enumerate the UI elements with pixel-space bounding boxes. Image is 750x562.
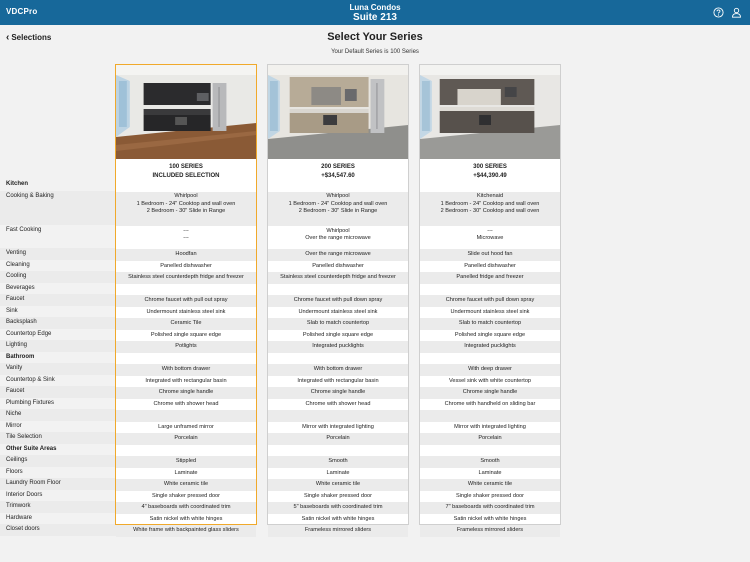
series-cell — [420, 422, 560, 434]
cell-line: Satin nickel with white hinges — [149, 515, 223, 522]
series-cell — [420, 192, 560, 227]
series-cell — [420, 479, 560, 491]
series-cell — [268, 307, 408, 319]
series-cell — [268, 422, 408, 434]
cell-line: Single shaker pressed door — [151, 492, 221, 499]
cell-line: Panelled dishwasher — [312, 262, 364, 269]
cell-line: With deep drawer — [468, 366, 512, 372]
cell-line: Chrome faucet with pull down spray — [445, 297, 535, 303]
chevron-left-icon: ‹ — [6, 32, 10, 43]
row-label: Cleaning — [6, 261, 30, 268]
cell-line: Laminate — [174, 469, 198, 476]
cell-line: 2 Bedroom - 30" Slide in Range — [298, 208, 378, 214]
row-label: Floors — [6, 468, 23, 475]
cell-line: Kitchenaid — [476, 193, 504, 199]
cell-line: Over the range microwave — [305, 234, 371, 241]
series-cell — [420, 399, 560, 411]
series-cell — [116, 295, 256, 307]
cell-line: 2 Bedroom - 30" Slide in Range — [146, 208, 226, 214]
row-label: Venting — [0, 248, 116, 260]
cell-line: Panelled dishwasher — [160, 262, 212, 269]
series-cell — [116, 456, 256, 468]
cell-line: --- — [183, 227, 189, 234]
row-label: Niche — [0, 409, 116, 421]
row-label: Faucet — [0, 294, 116, 306]
series-cell — [268, 399, 408, 411]
series-cell — [268, 376, 408, 388]
series-card-200[interactable] — [267, 64, 409, 533]
series-cell — [420, 307, 560, 319]
cell-line: Whirlpool — [326, 193, 350, 199]
cell-line: White frame with backpainted glass sliders — [133, 527, 239, 533]
cell-line: Over the range microwave — [305, 251, 371, 257]
cell-line: Undermount stainless steel sink — [450, 308, 530, 315]
app-brand: VDCPro — [6, 7, 38, 16]
back-label: Selections — [11, 33, 52, 42]
series-cell — [116, 353, 256, 365]
series-header — [420, 159, 560, 180]
cell-line: Laminate — [478, 469, 502, 476]
series-cell — [116, 433, 256, 445]
cell-line: Polished single square edge — [454, 331, 526, 338]
page-title: Select Your Series — [327, 31, 423, 43]
series-cell — [420, 445, 560, 457]
series-cell — [116, 410, 256, 422]
series-cell — [268, 318, 408, 330]
cell-line: 2 Bedroom - 30" Cooktop and wall oven — [440, 208, 540, 214]
row-label: Trimwork — [0, 501, 116, 513]
series-cell — [420, 468, 560, 480]
series-cell — [268, 491, 408, 503]
cell-line: Undermount stainless steel sink — [146, 308, 226, 315]
series-cell — [268, 180, 408, 192]
row-label: Mirror — [6, 422, 22, 429]
series-cell — [116, 514, 256, 526]
series-cell — [268, 353, 408, 365]
series-cell — [116, 376, 256, 388]
series-price: INCLUDED SELECTION — [152, 172, 220, 179]
help-circle-icon[interactable] — [713, 7, 724, 18]
cell-line: Chrome with shower head — [305, 400, 371, 407]
cell-line: --- — [487, 227, 493, 234]
series-cell — [116, 364, 256, 376]
series-price: +$44,390.49 — [473, 172, 507, 179]
cell-line: Hoodfan — [175, 251, 197, 257]
cell-line: Whirlpool — [174, 193, 198, 199]
series-300-kitchen-image — [420, 65, 560, 159]
cell-line: Stainless steel counterdepth fridge and freezer — [128, 274, 244, 280]
section-heading: Bathroom — [6, 353, 35, 360]
project-name: Luna Condos — [349, 3, 401, 12]
cell-line: Integrated with rectangular basin — [297, 377, 379, 384]
series-100-kitchen-image — [116, 65, 256, 159]
series-cell — [420, 376, 560, 388]
series-cell — [116, 399, 256, 411]
series-cell — [116, 284, 256, 296]
series-cell — [420, 387, 560, 399]
series-cell — [268, 456, 408, 468]
series-cell — [420, 491, 560, 503]
cell-line: White ceramic tile — [163, 481, 209, 487]
series-cell — [420, 249, 560, 261]
cell-line: Polished single square edge — [302, 331, 374, 338]
series-card-100[interactable] — [115, 64, 257, 533]
cell-line: Polished single square edge — [150, 331, 222, 338]
series-cell — [420, 261, 560, 273]
cell-line: Mirror with integrated lighting — [302, 423, 374, 430]
default-series-note: Your Default Series is 100 Series — [331, 49, 419, 55]
cell-line: Panelled dishwasher — [464, 262, 516, 269]
series-cell — [116, 422, 256, 434]
series-name: 200 SERIES — [321, 164, 355, 170]
series-cell — [268, 525, 408, 537]
section-heading: Kitchen — [6, 181, 29, 187]
series-cell — [420, 364, 560, 376]
series-cell — [268, 502, 408, 514]
series-cell — [116, 330, 256, 342]
series-cell — [268, 445, 408, 457]
cell-line: Stippled — [175, 458, 197, 464]
row-label: Faucet — [0, 386, 116, 398]
cell-line: White ceramic tile — [315, 481, 361, 487]
cell-line: Porcelain — [478, 435, 502, 441]
cell-line: Satin nickel with white hinges — [453, 515, 527, 522]
series-cell — [116, 249, 256, 261]
cell-line: Integrated pucklights — [464, 343, 516, 349]
cell-line: With bottom drawer — [313, 366, 363, 372]
series-cell — [268, 514, 408, 526]
cell-line: Porcelain — [174, 435, 198, 441]
series-cell — [420, 514, 560, 526]
series-cell — [268, 284, 408, 296]
series-cell — [268, 433, 408, 445]
series-cells — [420, 180, 560, 537]
series-cell — [116, 468, 256, 480]
cell-line: Chrome with handheld on sliding bar — [444, 400, 536, 407]
row-label: Ceilings — [0, 455, 116, 467]
cell-line: 1 Bedroom - 24" Cooktop and wall oven — [136, 200, 236, 207]
series-cell — [116, 491, 256, 503]
cell-line: Integrated with rectangular basin — [145, 377, 227, 384]
row-label: Interior Doors — [6, 491, 43, 498]
series-cell — [116, 502, 256, 514]
cell-line: Slab to match countertop — [458, 320, 522, 326]
cell-line: 5" baseboards with coordinated trim — [293, 504, 383, 510]
series-200-kitchen-image — [268, 65, 408, 159]
row-label: Lighting — [0, 340, 116, 352]
series-cell — [420, 226, 560, 249]
cell-line: Smooth — [480, 458, 500, 464]
cell-line: Chrome faucet with pull down spray — [293, 297, 383, 303]
cell-line: Integrated pucklights — [312, 343, 364, 349]
series-cell — [420, 502, 560, 514]
person-icon[interactable] — [731, 7, 742, 18]
series-cell — [116, 341, 256, 353]
series-cell — [116, 387, 256, 399]
cell-line: 1 Bedroom - 24" Cooktop and wall oven — [440, 200, 540, 207]
series-cell — [116, 479, 256, 491]
series-cell — [268, 387, 408, 399]
row-label: Cooling — [0, 271, 116, 283]
series-cell — [116, 192, 256, 227]
series-cell — [268, 249, 408, 261]
cell-line: Frameless mirrored sliders — [304, 527, 372, 533]
series-cell — [420, 180, 560, 192]
cell-line: --- — [183, 234, 189, 241]
cell-line: Stainless steel counterdepth fridge and freezer — [280, 274, 396, 280]
series-cell — [420, 318, 560, 330]
cell-line: Single shaker pressed door — [303, 492, 373, 499]
series-cell — [268, 192, 408, 227]
row-label: Closet doors — [0, 524, 116, 536]
series-cell — [420, 341, 560, 353]
cell-line: Ceramic Tile — [170, 320, 202, 326]
series-cell — [420, 330, 560, 342]
cell-line: White ceramic tile — [467, 481, 513, 487]
cell-line: Slide out hood fan — [467, 251, 513, 257]
series-cell — [268, 261, 408, 273]
cell-line: Laminate — [326, 469, 350, 476]
row-label: Beverages — [6, 284, 35, 291]
cell-line: Single shaker pressed door — [455, 492, 525, 499]
series-name: 300 SERIES — [473, 164, 507, 170]
cell-line: Frameless mirrored sliders — [456, 527, 524, 533]
cell-line: Vessel sink with white countertop — [448, 377, 532, 384]
series-cell — [116, 226, 256, 249]
series-cell — [268, 226, 408, 249]
row-label: Plumbing Fixtures — [6, 399, 55, 406]
series-cell — [268, 341, 408, 353]
cell-line: Panelled fridge and freezer — [456, 274, 524, 280]
series-card-300[interactable] — [419, 64, 561, 533]
series-cell — [268, 272, 408, 284]
cell-line: Microwave — [476, 234, 504, 241]
cell-line: Mirror with integrated lighting — [454, 423, 526, 430]
suite-name: Suite 213 — [353, 12, 397, 23]
row-labels — [0, 179, 116, 536]
top-bar — [0, 0, 750, 25]
row-label: Laundry Room Floor — [0, 478, 116, 490]
cell-line: Undermount stainless steel sink — [298, 308, 378, 315]
cell-line: Porcelain — [326, 435, 350, 441]
series-price: +$34,547.60 — [321, 172, 355, 179]
row-label: Backsplash — [0, 317, 116, 329]
cell-line: Slab to match countertop — [306, 320, 370, 326]
section-heading: Other Suite Areas — [6, 445, 57, 452]
series-cells — [116, 180, 256, 537]
series-cell — [420, 284, 560, 296]
series-cell — [268, 364, 408, 376]
series-cell — [116, 445, 256, 457]
row-label: Countertop Edge — [6, 330, 52, 337]
cell-line: Chrome single handle — [310, 389, 366, 395]
row-label: Countertop & Sink — [6, 376, 55, 383]
series-cell — [420, 272, 560, 284]
series-name: 100 SERIES — [169, 164, 203, 170]
series-cell — [420, 433, 560, 445]
cell-line: Chrome with shower head — [153, 400, 219, 407]
cell-line: 4" baseboards with coordinated trim — [141, 504, 231, 510]
series-header — [268, 159, 408, 180]
cell-line: Smooth — [328, 458, 348, 464]
cell-line: With bottom drawer — [161, 366, 211, 372]
series-cell — [420, 353, 560, 365]
series-cell — [268, 468, 408, 480]
cell-line: Potlights — [175, 343, 197, 349]
series-cell — [268, 410, 408, 422]
series-cell — [116, 272, 256, 284]
series-cell — [116, 261, 256, 273]
series-cell — [420, 456, 560, 468]
series-header — [116, 159, 256, 180]
row-label: Sink — [6, 307, 18, 314]
series-cell — [116, 525, 256, 537]
cell-line: 7" baseboards with coordinated trim — [445, 504, 535, 510]
cell-line: Satin nickel with white hinges — [301, 515, 375, 522]
series-cell — [116, 180, 256, 192]
series-cell — [116, 318, 256, 330]
row-label: Fast Cooking — [6, 227, 42, 233]
cell-line: Chrome faucet with pull out spray — [144, 297, 228, 303]
row-label: Vanity — [0, 363, 116, 375]
row-label: Cooking & Baking — [0, 191, 116, 226]
row-label: Tile Selection — [0, 432, 116, 444]
series-cell — [420, 410, 560, 422]
series-cell — [116, 307, 256, 319]
cell-line: Whirlpool — [326, 227, 350, 234]
cell-line: Chrome single handle — [158, 389, 214, 395]
series-cells — [268, 180, 408, 537]
cell-line: 1 Bedroom - 24" Cooktop and wall oven — [288, 200, 388, 207]
series-cell — [268, 295, 408, 307]
series-cell — [268, 479, 408, 491]
series-cell — [420, 295, 560, 307]
row-label: Hardware — [6, 514, 33, 521]
series-cell — [268, 330, 408, 342]
series-cell — [420, 525, 560, 537]
cell-line: Large unframed mirror — [158, 423, 214, 430]
cell-line: Chrome single handle — [462, 389, 518, 395]
